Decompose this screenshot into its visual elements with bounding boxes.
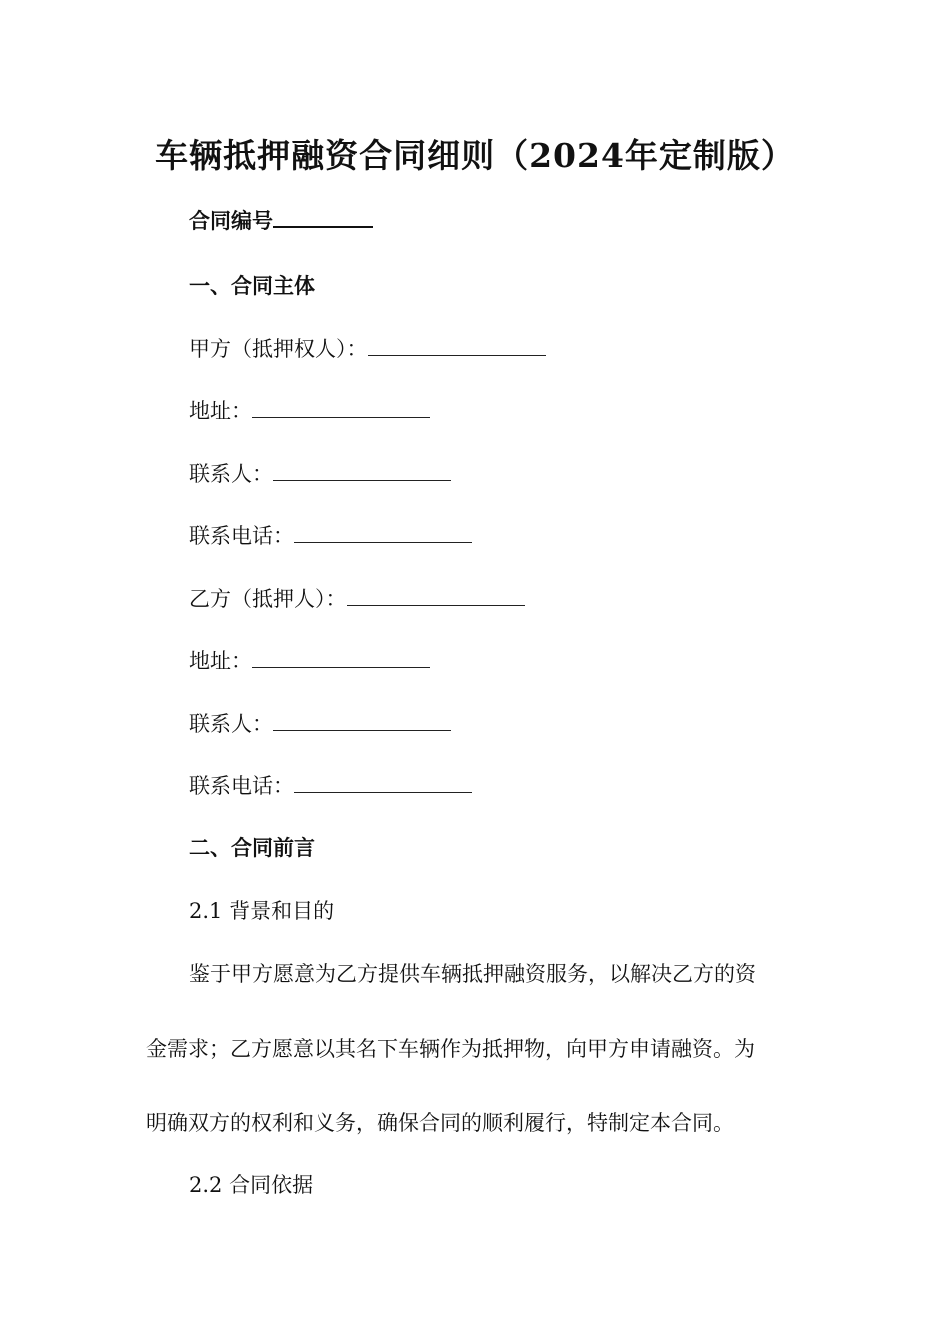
party-b-address-row [189, 645, 430, 675]
party-a-address-blank[interactable] [252, 397, 430, 418]
party-b-phone-label: 联系电话： [189, 774, 294, 798]
party-a-phone-label: 联系电话： [189, 524, 294, 548]
paragraph-line-2: 金需求；乙方愿意以其名下车辆作为抵押物，向甲方申请融资。为 [146, 1037, 755, 1061]
party-b-phone-row [189, 770, 472, 800]
paragraph-line-3: 明确双方的权利和义务，确保合同的顺利履行，特制定本合同。 [146, 1111, 734, 1135]
party-b-contact-blank[interactable] [273, 710, 451, 731]
party-a-phone-row [189, 520, 472, 550]
party-b-address-label: 地址： [189, 649, 252, 673]
party-b-row [189, 583, 525, 613]
party-a-phone-blank[interactable] [294, 522, 472, 543]
section2-heading: 二、合同前言 [189, 835, 315, 860]
party-b-address-blank[interactable] [252, 647, 430, 668]
party-a-contact-label: 联系人： [189, 462, 273, 486]
contract-number-label: 合同编号 [189, 208, 273, 233]
party-a-address-row [189, 395, 430, 425]
paragraph-line-1: 鉴于甲方愿意为乙方提供车辆抵押融资服务，以解决乙方的资 [189, 962, 756, 986]
contract-number-row [189, 205, 373, 235]
document-title: 车辆抵押融资合同细则（2024年定制版） [155, 136, 795, 175]
party-b-label: 乙方（抵押人）： [189, 587, 347, 611]
party-b-contact-row [189, 708, 451, 738]
party-b-blank[interactable] [347, 585, 525, 606]
party-b-contact-label: 联系人： [189, 712, 273, 736]
clause-2-2-heading: 2.2 合同依据 [189, 1173, 314, 1197]
clause-2-1-heading: 2.1 背景和目的 [189, 899, 335, 923]
party-a-blank[interactable] [368, 335, 546, 356]
party-a-row [189, 333, 546, 363]
contract-number-blank[interactable] [273, 206, 373, 228]
party-a-address-label: 地址： [189, 399, 252, 423]
section1-heading: 一、合同主体 [189, 273, 315, 298]
party-a-label: 甲方（抵押权人）： [189, 337, 368, 361]
party-a-contact-row [189, 458, 451, 488]
party-b-phone-blank[interactable] [294, 772, 472, 793]
party-a-contact-blank[interactable] [273, 460, 451, 481]
